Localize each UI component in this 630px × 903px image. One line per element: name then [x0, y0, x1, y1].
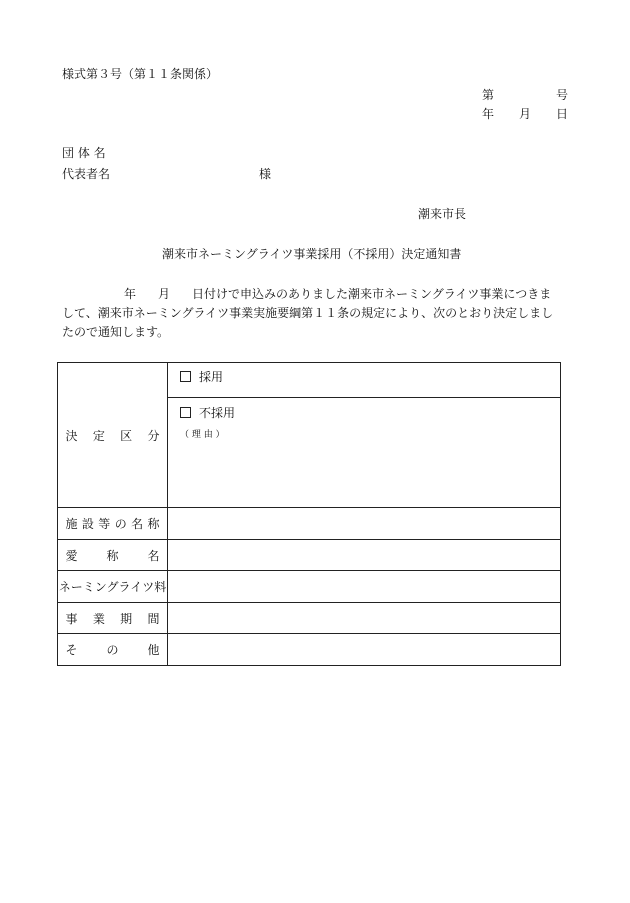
form-id: 様式第３号（第１１条関係）	[62, 67, 219, 81]
facility-name-field[interactable]	[168, 508, 561, 540]
project-period-field[interactable]	[168, 603, 561, 634]
representative-name-label: 代表者名	[62, 167, 111, 181]
organization-name-label: 団 体 名	[62, 146, 106, 160]
facility-name-label: 施設等の名称	[58, 508, 168, 540]
body-year-label: 年	[124, 287, 137, 301]
body-line-2: して、潮来市ネーミングライツ事業実施要綱第１１条の規定により、次のとおり決定しまし	[62, 306, 554, 320]
sender-mayor: 潮来市長	[418, 207, 467, 221]
reject-checkbox[interactable]	[180, 407, 191, 418]
document-title: 潮来市ネーミングライツ事業採用（不採用）決定通知書	[162, 247, 462, 261]
reject-label: 不採用	[199, 406, 236, 420]
project-period-label: 事業期間	[58, 603, 168, 634]
adopt-checkbox[interactable]	[180, 371, 191, 382]
decision-table	[57, 362, 561, 666]
date-day-label: 日	[556, 107, 569, 121]
option-adopt[interactable]	[168, 363, 561, 398]
doc-number-label-go: 号	[556, 88, 569, 102]
decision-category-label: 決定区分	[58, 363, 168, 508]
naming-rights-fee-field[interactable]	[168, 571, 561, 603]
body-line-1: 日付けで申込みのありました潮来市ネーミングライツ事業につきま	[192, 287, 552, 301]
body-month-label: 月	[158, 287, 171, 301]
naming-rights-fee-label: ネーミングライツ料	[58, 571, 168, 603]
doc-number-label-dai: 第	[482, 88, 495, 102]
reason-label: （ 理 由 ）	[180, 430, 225, 440]
nickname-field[interactable]	[168, 540, 561, 571]
honorific-sama: 様	[259, 167, 272, 181]
adopt-label: 採用	[199, 370, 224, 384]
date-year-label: 年	[482, 107, 495, 121]
body-paragraph	[62, 285, 571, 342]
other-label: その他	[58, 634, 168, 666]
date-month-label: 月	[519, 107, 532, 121]
option-reject[interactable]	[168, 398, 561, 508]
body-line-3: たので通知します。	[62, 325, 170, 339]
other-field[interactable]	[168, 634, 561, 666]
nickname-label: 愛称名	[58, 540, 168, 571]
